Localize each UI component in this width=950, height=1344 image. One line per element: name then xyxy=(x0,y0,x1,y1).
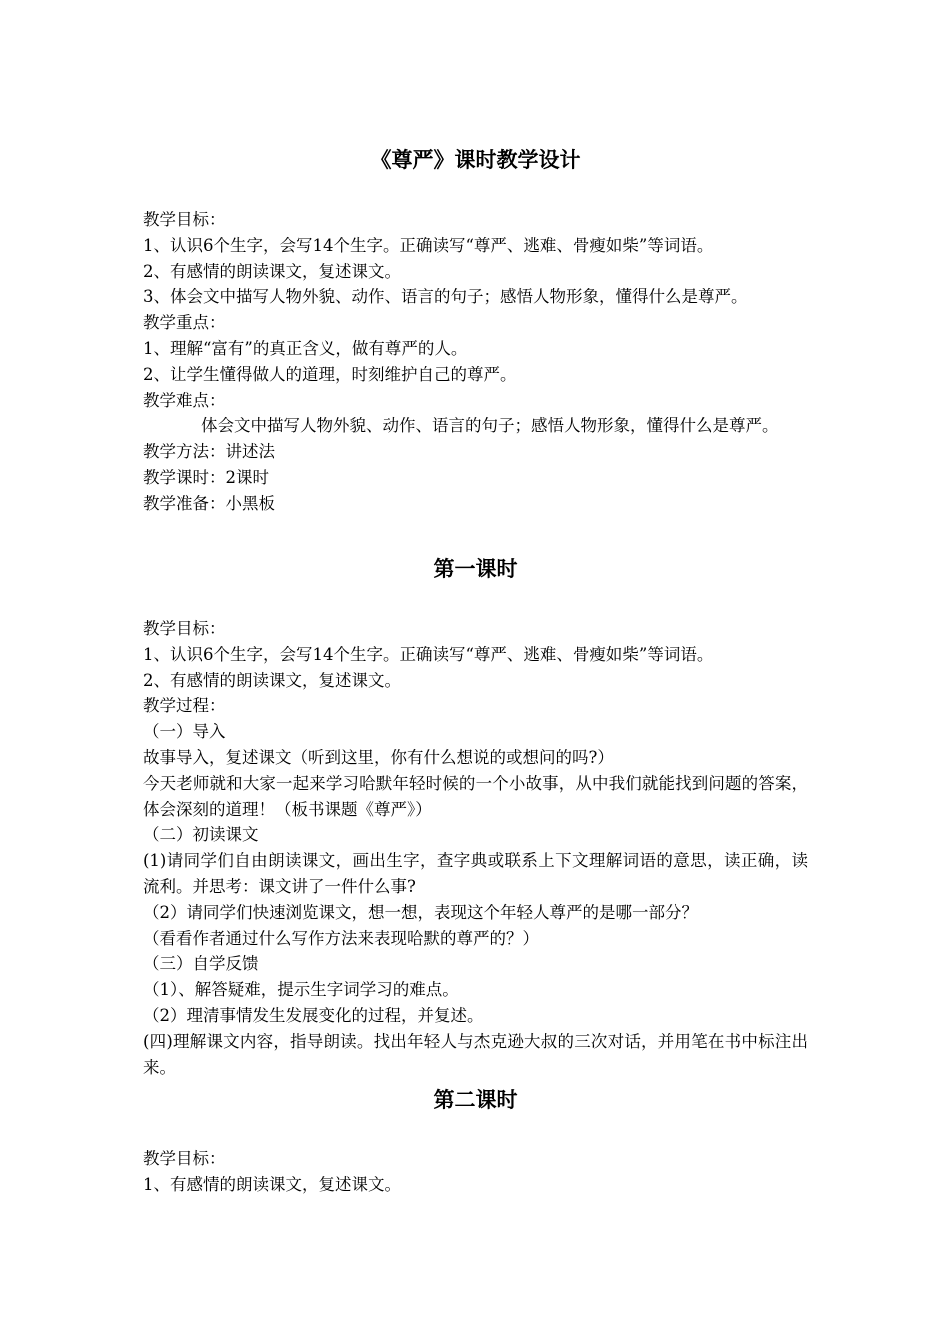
difficulty-paragraph: 体会文中描写人物外貌、动作、语言的句子；感悟人物形象，懂得什么是尊严。 xyxy=(201,416,779,436)
text-line: （一）导入 xyxy=(143,722,226,742)
lesson1-heading: 第一课时 xyxy=(433,557,518,581)
lesson2-section xyxy=(143,1146,808,1198)
text-line: 教学难点： xyxy=(143,390,226,410)
paragraph: 今天老师就和大家一起来学习哈默年轻时候的一个小故事，从中我们就能找到问题的答案，体会深刻的道理！（板书课题《尊严》） xyxy=(143,773,808,819)
text-line: 2、有感情的朗读课文，复述课文。 xyxy=(143,261,401,281)
text-line: 3、体会文中描写人物外貌、动作、语言的句子；感悟人物形象，懂得什么是尊严。 xyxy=(143,287,748,307)
text-line: （看看作者通过什么写作方法来表现哈默的尊严的？） xyxy=(143,928,539,948)
text-line: 教学方法：讲述法 xyxy=(143,442,275,462)
text-line: 教学重点： xyxy=(143,313,226,333)
text-line: 教学准备：小黑板 xyxy=(143,493,275,513)
text-line: （2）理清事情发生发展变化的过程，并复述。 xyxy=(143,1005,484,1025)
paragraph: (1)请同学们自由朗读课文，画出生字，查字典或联系上下文理解词语的意思，读正确，读流利。并思考：课文讲了一件什么事? xyxy=(143,851,808,896)
text-line: 2、有感情的朗读课文，复述课文。 xyxy=(143,670,401,690)
paragraph: (四)理解课文内容，指导朗读。找出年轻人与杰克逊大叔的三次对话，并用笔在书中标注出来。 xyxy=(143,1031,808,1077)
text-line: 1、认识6个生字，会写14个生字。正确读写“尊严、逃难、骨瘦如柴”等词语。 xyxy=(143,644,714,664)
text-line: （二）初读课文 xyxy=(143,825,259,845)
text-line: 教学目标： xyxy=(143,210,226,229)
text-line: 教学课时：2课时 xyxy=(143,467,269,487)
text-line: 故事导入，复述课文（听到这里，你有什么想说的或想问的吗?） xyxy=(143,747,614,767)
document-title: 《尊严》课时教学设计 xyxy=(370,148,581,172)
text-line: 1、理解“富有”的真正含义，做有尊严的人。 xyxy=(143,338,468,358)
intro-section xyxy=(143,207,808,517)
lesson2-heading: 第二课时 xyxy=(433,1088,518,1112)
text-line: 教学目标： xyxy=(143,1149,226,1168)
text-line: 教学过程： xyxy=(143,696,226,716)
text-line: （2）请同学们快速浏览课文，想一想，表现这个年轻人尊严的是哪一部分？ xyxy=(143,902,698,922)
text-line: 教学目标： xyxy=(143,619,226,638)
text-line: （三）自学反馈 xyxy=(143,954,259,974)
text-line: 1、有感情的朗读课文，复述课文。 xyxy=(143,1174,401,1194)
text-line: （1）、解答疑难，提示生字词学习的难点。 xyxy=(143,980,459,1000)
text-line: 2、让学生懂得做人的道理，时刻维护自己的尊严。 xyxy=(143,364,517,384)
text-line: 1、认识6个生字，会写14个生字。正确读写“尊严、逃难、骨瘦如柴”等词语。 xyxy=(143,235,714,255)
lesson1-section xyxy=(143,616,808,1080)
